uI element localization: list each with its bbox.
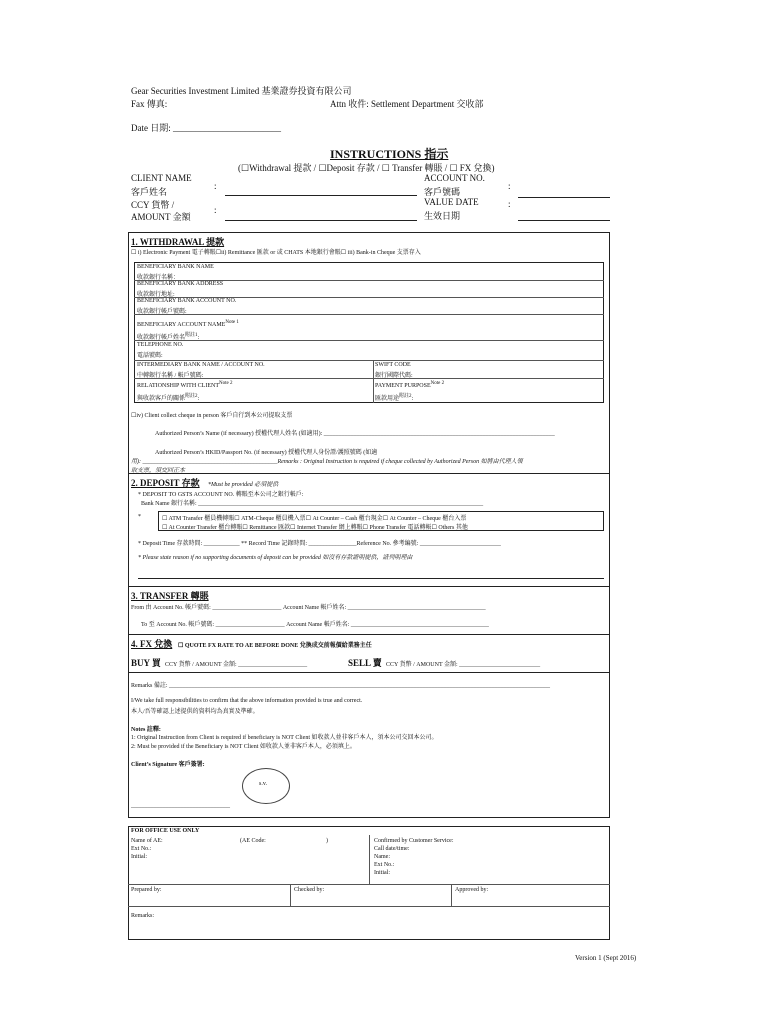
deposit-time-fields[interactable]: * Deposit Time 存款時間: ____________ ** Record Time 記錄時間: ________________Reference No. 參考編號: ___________________________ [138, 541, 501, 547]
authorized-id-field[interactable]: Authorized Person’s HKID/Passport No. (if necessary) 授權代理人身份證/護照號碼 (如適 [155, 450, 378, 456]
payment-purpose-label: PAYMENT $PURPOSE^{Note 2}$ [375, 381, 445, 389]
intermediary-bank-label-zh: 中轉銀行名稱 / 帳戶號碼: [137, 373, 204, 379]
ae-code-label: (AE Code: [240, 838, 266, 844]
cs-name-label: Name: [374, 854, 390, 860]
approved-by-label: Approved by: [455, 887, 489, 893]
signature-line[interactable]: _________________________________ [131, 803, 230, 809]
beneficiary-account-name-label-zh: 收款銀行帳戶姓名$^{附註1}$: [137, 333, 200, 341]
account-no-label-zh: 客戶號碼 [424, 187, 461, 197]
office-column-divider [369, 835, 370, 884]
beneficiary-bank-name-label: BENEFICIARY BANK NAME [137, 264, 214, 270]
beneficiary-bank-name-label-zh: 收款銀行名稱： [137, 275, 180, 281]
office-row-divider [128, 906, 610, 907]
fx-buy-field[interactable]: CCY 貨幣 / AMOUNT 金額: _______________________ [165, 662, 308, 668]
instruction-type-options[interactable]: (☐Withdrawal 提款 / ☐Deposit 存款 / ☐ Transfer 轉賬 / ☐ FX 兌換) [238, 163, 495, 173]
responsibility-statement-zh: 本人/吾等確認上述提供的資料均為真實及準確。 [131, 709, 259, 715]
ext-no-label: Ext No.: [131, 846, 152, 852]
deposit-title: 2. DEPOSIT 存款 [131, 478, 200, 488]
fx-sell-field[interactable]: CCY 貨幣 / AMOUNT 金額: ___________________________ [386, 662, 541, 668]
attn-label: Attn 收件: Settlement Department 交收部 [330, 99, 484, 109]
responsibility-statement: I/We take full responsibilities to confirm that the above information provided is true and correct. [131, 698, 363, 704]
company-name: Gear Securities Investment Limited 基業證券投資有限公司 [131, 86, 352, 96]
section-divider [128, 586, 610, 587]
section-divider [128, 473, 610, 474]
payment-purpose-label-zh: 匯款用途$^{附註2}$: [375, 394, 414, 402]
beneficiary-account-no-label-zh: 收款銀行帳戶號碼: [137, 309, 187, 315]
telephone-label: TELEPHONE NO. [137, 342, 184, 348]
transfer-to-fields[interactable]: To 至 Account No. 帳戶號碼: _______________________ Account Name 帳戶姓名: ______________________________________________ [141, 622, 489, 628]
version-label: Version 1 (Sept 2016) [575, 954, 637, 962]
ccy-label: CCY 貨幣 / [131, 200, 175, 210]
withdrawal-methods[interactable]: ☐ i) Electronic Payment 電子轉賬☐ii) Remittance 匯款 or 或 CHATS 本地銀行會賬☐ iii) Bank-in Cheque 支票存入 [131, 250, 421, 256]
swift-code-label-zh: 銀行國際代碼: [375, 373, 413, 379]
office-column-divider [290, 884, 291, 906]
client-name-line[interactable] [225, 195, 417, 196]
beneficiary-account-name-label: BENEFICIARY ACCOUNT $NAME^{Note 1}$ [137, 320, 239, 328]
note-2: 2: Must be provided if the Beneficiary is NOT Client 如收款人並非客戶本人，必須填上。 [131, 744, 356, 750]
deposit-methods-row1[interactable]: ☐ ATM Transfer 櫃員機轉賬☐ ATM-Cheque 櫃員機入票☐ At Counter – Cash 櫃台現金☐ At Counter – Cheque 櫃台入票 [162, 516, 467, 522]
deposit-to-label: * DEPOSIT TO GSTS ACCOUNT NO. 轉賬至本公司之銀行帳戶: [138, 492, 304, 498]
page-title: INSTRUCTIONS 指示 [330, 147, 449, 161]
beneficiary-bank-address-label-zh: 收款銀行地址: [137, 292, 175, 298]
deposit-reason-line[interactable] [138, 578, 604, 579]
amount-colon: : [214, 205, 217, 215]
remarks-field[interactable]: Remarks 備註: _______________________________________________________________________________________________________________________________ [131, 683, 550, 689]
signature-stamp-text: s.v. [259, 781, 267, 787]
beneficiary-bank-address-label: BENEFICIARY BANK ADDRESS [137, 281, 224, 287]
amount-label: AMOUNT 金額 [131, 212, 191, 222]
transfer-from-fields[interactable]: From 由 Account No. 帳戶號碼: _______________________ Account Name 帳戶姓名: ______________________________________________ [131, 605, 486, 611]
signature-label: Client’s Signature 客戶簽署: [131, 762, 205, 768]
collect-cheque-option[interactable]: ☐iv) Client collect cheque in person 客戶自行到本公司提取支票 [131, 413, 293, 419]
value-date-line[interactable] [518, 220, 610, 221]
ae-name-label: Name of AE: [131, 838, 163, 844]
client-name-label: CLIENT NAME [131, 173, 192, 183]
telephone-label-zh: 電話號碼: [137, 353, 163, 359]
value-date-label: VALUE DATE [424, 197, 479, 207]
office-remarks-label: Remarks: [131, 913, 154, 919]
client-name-label-zh: 客戶姓名 [131, 187, 168, 197]
date-field[interactable]: Date 日期: ________________________ [131, 123, 281, 133]
intermediary-bank-label: INTERMEDIARY BANK NAME / ACCOUNT NO. [137, 362, 265, 368]
amount-line[interactable] [225, 220, 417, 221]
authorized-remarks-zh: 取支票，須交回正本 [131, 468, 186, 474]
initial-label: Initial: [131, 854, 147, 860]
cs-ext-label: Ext No.: [374, 862, 395, 868]
section-divider [128, 634, 610, 635]
authorized-remarks: 用): _____________________________________________Remarks : Original Instruction is required if cheque collected by Authorized Person 如將由代理人領 [131, 459, 523, 465]
note-1: 1: Original Instruction from Client is required if beneficiary is NOT Client 如收款人並非客戶本人，須本公司交回本公司。 [131, 735, 438, 741]
notes-title: Notes 註釋: [131, 727, 161, 733]
row-divider [134, 340, 604, 341]
value-date-colon: : [508, 199, 511, 209]
call-datetime-label: Call date/time: [374, 846, 410, 852]
office-row-divider [128, 884, 610, 885]
withdrawal-title: 1. WITHDRAWAL 提款 [131, 237, 225, 247]
deposit-method-star: * [138, 514, 141, 520]
row-divider [134, 378, 604, 379]
account-no-line[interactable] [518, 197, 610, 198]
account-no-colon: : [508, 181, 511, 191]
swift-code-label: SWIFT CODE [375, 362, 411, 368]
fx-quote-option[interactable]: ☐ QUOTE FX RATE TO AE BEFORE DONE 兌換成交前報價給業務主任 [178, 643, 372, 649]
fx-sell-label: SELL 賣 [348, 658, 382, 668]
client-name-colon: : [214, 181, 217, 191]
prepared-by-label: Prepared by: [131, 887, 162, 893]
office-column-divider [451, 884, 452, 906]
confirmed-by-label: Confirmed by Customer Service: [374, 838, 454, 844]
deposit-methods-row2[interactable]: ☐ At Counter Transfer 櫃台轉賬☐ Remittance 匯款☐ Internet Transfer 網上轉賬☐ Phone Transfer 電話轉帳☐ Others 其他 [162, 525, 468, 531]
office-use-title: FOR OFFICE USE ONLY [131, 828, 200, 834]
relationship-label: RELATIONSHIP WITH $CLIENT^{Note 2}$ [137, 381, 233, 389]
column-divider [373, 360, 374, 403]
bank-name-field[interactable]: Bank Name 銀行名稱: _______________________________________________________________________________________________ [141, 501, 484, 507]
fax-label: Fax 傳真: [131, 99, 168, 109]
fx-title: 4. FX 兌換 [131, 639, 173, 649]
relationship-label-zh: 與收款客戶的關係$^{附註2}$: [137, 394, 200, 402]
account-no-label: ACCOUNT NO. [424, 173, 485, 183]
beneficiary-account-no-label: BENEFICIARY BANK ACCOUNT NO. [137, 298, 237, 304]
ae-code-close: ) [326, 838, 328, 844]
deposit-required-note: *Must be provided 必須提供 [208, 482, 279, 488]
deposit-reason-note: * Please state reason if no supporting documents of deposit can be provided 如沒有存款證明提供，請列明理由 [138, 555, 413, 561]
authorized-name-field[interactable]: Authorized Person’s Name (if necessary) 授權代理人姓名 (如適用): _____________________________________________________________________________ [155, 431, 555, 437]
cs-initial-label: Initial: [374, 870, 390, 876]
row-divider [134, 360, 604, 361]
row-divider [134, 314, 604, 315]
section-divider [128, 672, 610, 673]
transfer-title: 3. TRANSFER 轉賬 [131, 591, 209, 601]
value-date-label-zh: 生效日期 [424, 211, 461, 221]
checked-by-label: Checked by: [294, 887, 325, 893]
fx-buy-label: BUY 買 [131, 658, 161, 668]
